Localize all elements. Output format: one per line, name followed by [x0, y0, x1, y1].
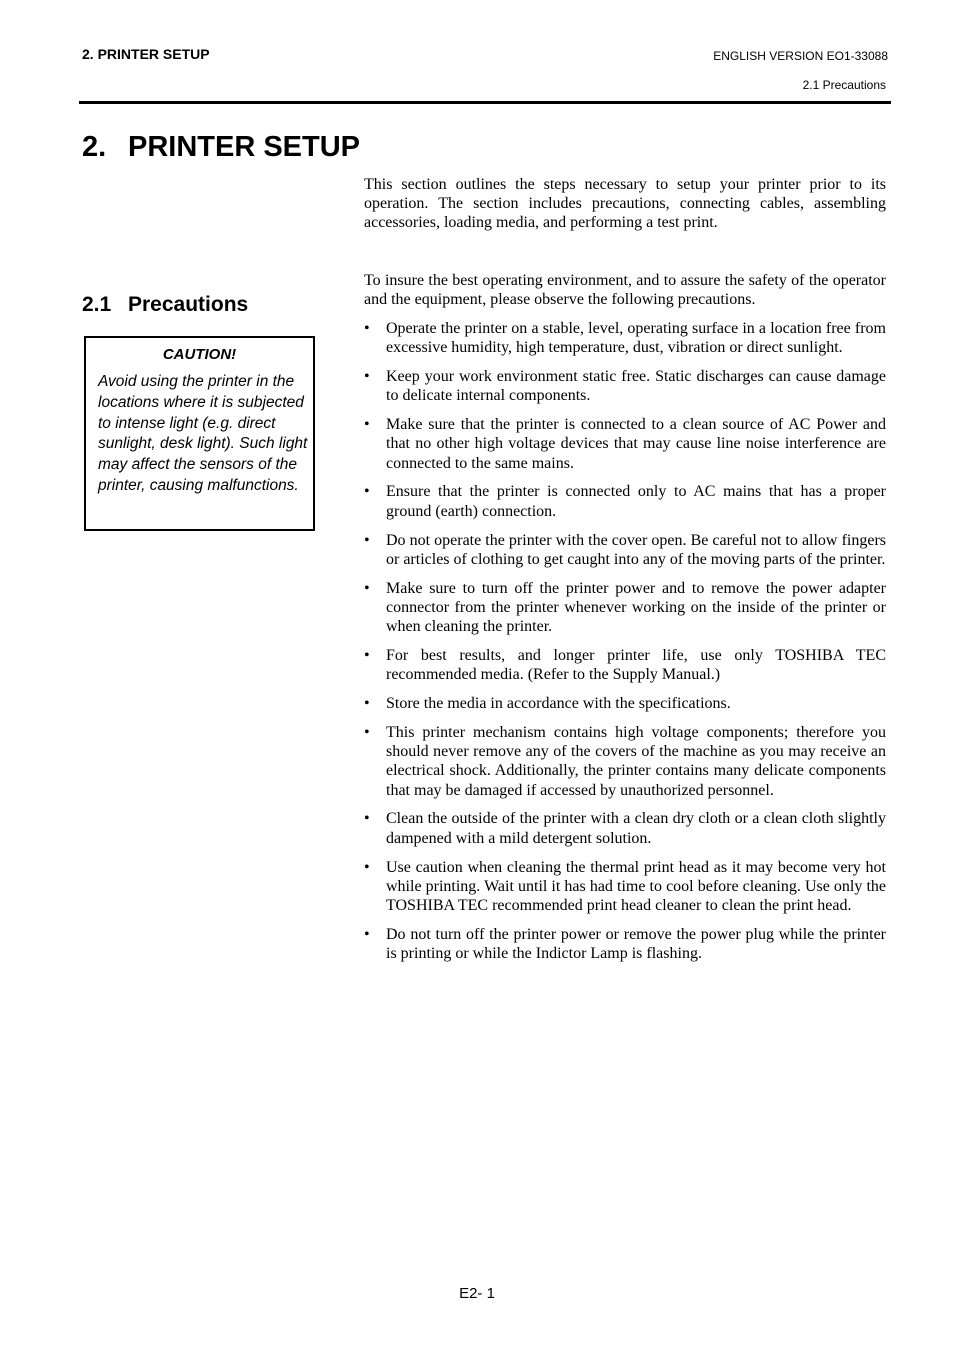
section-lead: To insure the best operating environment, and to assure the safety of the operator and the equipment, please observe the following precautions.: [364, 272, 886, 309]
caution-text: Avoid using the printer in the locations where it is subjected to intense light (e.g. direct sunlight, desk light). Such light may affect the sensors of the printer, causing malfunctions.: [98, 373, 308, 494]
precaution-text: Ensure that the printer is connected only to AC mains that has a proper ground (earth) connection.: [386, 483, 886, 520]
precaution-item: [364, 531, 886, 569]
precaution-item: [364, 579, 886, 637]
precaution-item: [364, 415, 886, 473]
bullet-icon: •: [364, 810, 370, 828]
running-header-version: ENGLISH VERSION EO1-33088: [713, 49, 888, 63]
precaution-item: [364, 809, 886, 847]
precaution-item: [364, 319, 886, 357]
precaution-text: Make sure to turn off the printer power and to remove the power adapter connector from the printer whenever working on the inside of the printer or when cleaning the printer.: [386, 579, 886, 636]
precaution-text: Clean the outside of the printer with a clean dry cloth or a clean cloth slightly dampened with a mild detergent solution.: [386, 810, 886, 847]
header-rule: [79, 101, 891, 104]
bullet-icon: •: [364, 858, 370, 876]
bullet-icon: •: [364, 531, 370, 549]
precaution-item: [364, 367, 886, 405]
precaution-text: Do not operate the printer with the cover open. Be careful not to allow fingers or articles of clothing to get caught into any of the moving parts of the printer.: [386, 531, 886, 568]
chapter-title: [82, 131, 360, 164]
precaution-item: [364, 694, 886, 713]
chapter-number: 2.: [82, 131, 107, 163]
precaution-text: Do not turn off the printer power or remove the power plug while the printer is printing or while the Indictor Lamp is flashing.: [386, 925, 886, 963]
section-number: 2.1: [82, 293, 112, 316]
caution-box: [84, 336, 315, 531]
precaution-text: This printer mechanism contains high voltage components; therefore you should never remove any of the covers of the machine as you may receive an electrical shock. Additionally, the printer contains many delicate components that may be damaged if accessed by unauthorized personnel.: [386, 723, 886, 799]
bullet-icon: •: [364, 368, 370, 386]
bullet-icon: •: [364, 483, 370, 501]
bullet-icon: •: [364, 695, 370, 713]
precaution-text: Store the media in accordance with the specifications.: [386, 695, 731, 713]
chapter-title-text: PRINTER SETUP: [128, 131, 361, 163]
precaution-text: For best results, and longer printer life, use only TOSHIBA TEC recommended media. (Refer to the Supply Manual.): [386, 646, 886, 684]
bullet-icon: •: [364, 646, 370, 664]
running-header-section: 2.1 Precautions: [802, 78, 886, 92]
precaution-text: Keep your work environment static free. Static discharges can cause damage to delicate internal components.: [386, 368, 886, 405]
bullet-icon: •: [364, 723, 370, 741]
section-title: [82, 293, 248, 317]
chapter-intro: This section outlines the steps necessary to setup your printer prior to its operation. The section includes precautions, connecting cables, assembling accessories, loading media, and performing a test print.: [364, 176, 886, 232]
precaution-item: [364, 723, 886, 800]
precaution-text: Operate the printer on a stable, level, operating surface in a location free from excessive humidity, high temperature, dust, vibration or direct sunlight.: [386, 320, 886, 357]
bullet-icon: •: [364, 320, 370, 337]
caution-heading: CAUTION!: [162, 346, 237, 363]
precaution-item: [364, 925, 886, 963]
precautions-list: [364, 319, 886, 973]
precaution-text: Use caution when cleaning the thermal print head as it may become very hot while printing. Wait until it has had time to cool before cleaning. Use only the TOSHIBA TEC recommended print head cleaner to clean the print head.: [386, 858, 886, 914]
running-header-chapter: 2. PRINTER SETUP: [82, 46, 210, 62]
bullet-icon: •: [364, 925, 370, 943]
precaution-item: [364, 482, 886, 520]
precaution-item: [364, 646, 886, 684]
bullet-icon: •: [364, 579, 370, 597]
precaution-text: Make sure that the printer is connected to a clean source of AC Power and that no other high voltage devices that may cause line noise interference are connected to the same mains.: [386, 416, 886, 472]
page-number: E2- 1: [459, 1285, 495, 1302]
bullet-icon: •: [364, 416, 370, 434]
section-title-text: Precautions: [128, 293, 249, 316]
precaution-item: [364, 858, 886, 916]
